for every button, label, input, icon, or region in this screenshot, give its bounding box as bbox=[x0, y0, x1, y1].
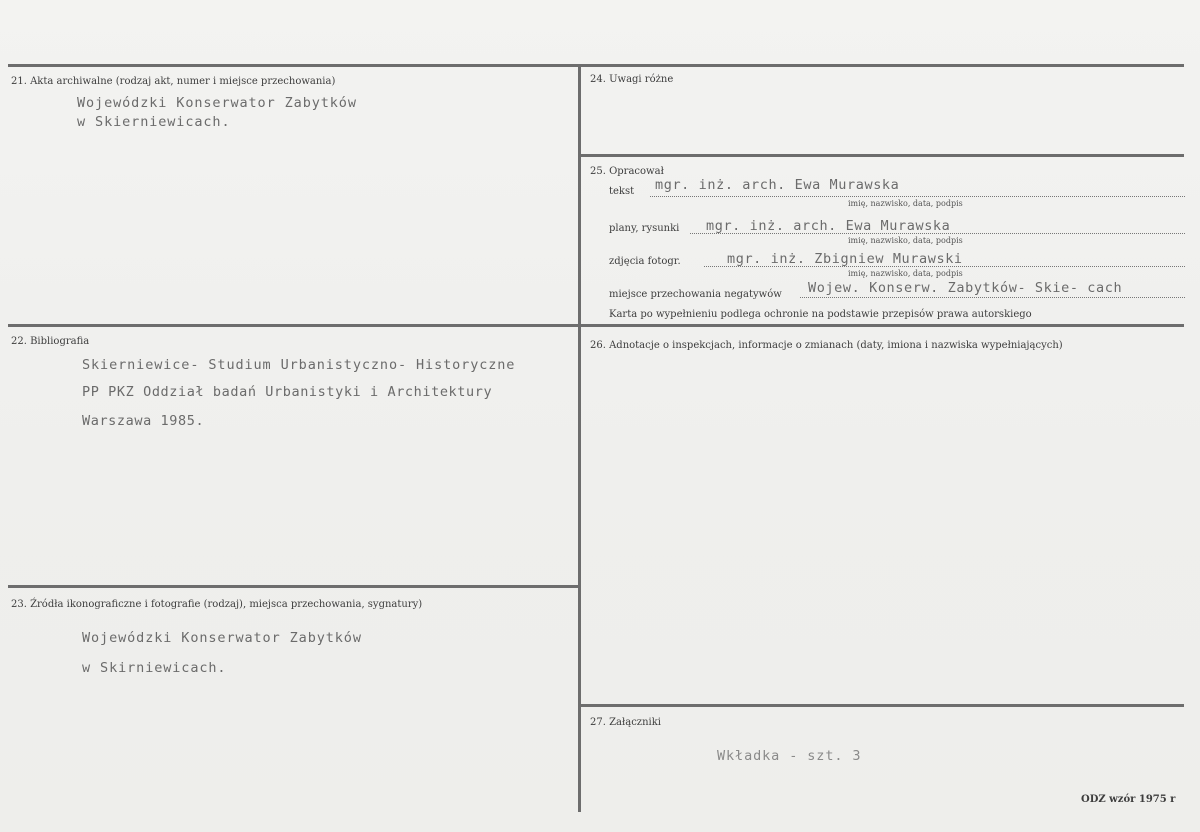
section-24-label: 24. Uwagi różne bbox=[590, 74, 674, 85]
plany-label: plany, rysunki bbox=[609, 223, 680, 234]
copyright-note: Karta po wypełnieniu podlega ochronie na podstawie przepisów prawa autorskiego bbox=[609, 309, 1032, 320]
zdjecia-value: mgr. inż. Zbigniew Murawski bbox=[727, 251, 963, 267]
negatywy-value: Wojew. Konserw. Zabytków- Skie- cach bbox=[808, 280, 1123, 296]
section-23-label: 23. Źródła ikonograficzne i fotografie (rodzaj), miejsca przechowania, sygnatury) bbox=[11, 599, 423, 610]
tekst-value: mgr. inż. arch. Ewa Murawska bbox=[655, 177, 900, 193]
negatywy-label: miejsce przechowania negatywów bbox=[609, 289, 782, 300]
rule-right-26-27 bbox=[579, 704, 1184, 707]
section-23-line-1: Wojewódzki Konserwator Zabytków bbox=[82, 630, 362, 646]
plany-value: mgr. inż. arch. Ewa Murawska bbox=[706, 218, 951, 234]
zdjecia-caption: imię, nazwisko, data, podpis bbox=[848, 269, 963, 278]
zdjecia-label: zdjęcia fotogr. bbox=[609, 256, 681, 267]
center-divider bbox=[578, 64, 581, 812]
section-27-label: 27. Załączniki bbox=[590, 717, 661, 728]
section-21-line-1: Wojewódzki Konserwator Zabytków bbox=[77, 95, 357, 111]
section-21-line-2: w Skierniewicach. bbox=[77, 114, 231, 130]
top-rule bbox=[8, 64, 1184, 67]
section-27-value: Wkładka - szt. 3 bbox=[717, 748, 862, 764]
tekst-caption: imię, nazwisko, data, podpis bbox=[848, 199, 963, 208]
form-number: ODZ wzór 1975 r bbox=[1081, 794, 1176, 805]
rule-left-21-22 bbox=[8, 324, 579, 327]
section-23-line-2: w Skirniewicach. bbox=[82, 660, 227, 676]
section-22-line-3: Warszawa 1985. bbox=[82, 413, 205, 429]
section-25-label: 25. Opracował bbox=[590, 166, 664, 177]
rule-right-25-26 bbox=[579, 324, 1184, 327]
rule-left-22-23 bbox=[8, 585, 581, 588]
section-22-line-2: PP PKZ Oddział badań Urbanistyki i Architektury bbox=[82, 384, 493, 400]
section-22-label: 22. Bibliografia bbox=[11, 336, 90, 347]
section-26-label: 26. Adnotacje o inspekcjach, informacje o zmianach (daty, imiona i nazwiska wypełniających) bbox=[590, 340, 1063, 351]
tekst-field-line bbox=[650, 196, 1185, 197]
tekst-label: tekst bbox=[609, 186, 635, 197]
section-21-label: 21. Akta archiwalne (rodzaj akt, numer i miejsce przechowania) bbox=[11, 76, 336, 87]
plany-caption: imię, nazwisko, data, podpis bbox=[848, 236, 963, 245]
section-22-line-1: Skierniewice- Studium Urbanistyczno- Historyczne bbox=[82, 357, 516, 373]
negatywy-field-line bbox=[800, 297, 1185, 298]
rule-right-24-25 bbox=[579, 154, 1184, 157]
